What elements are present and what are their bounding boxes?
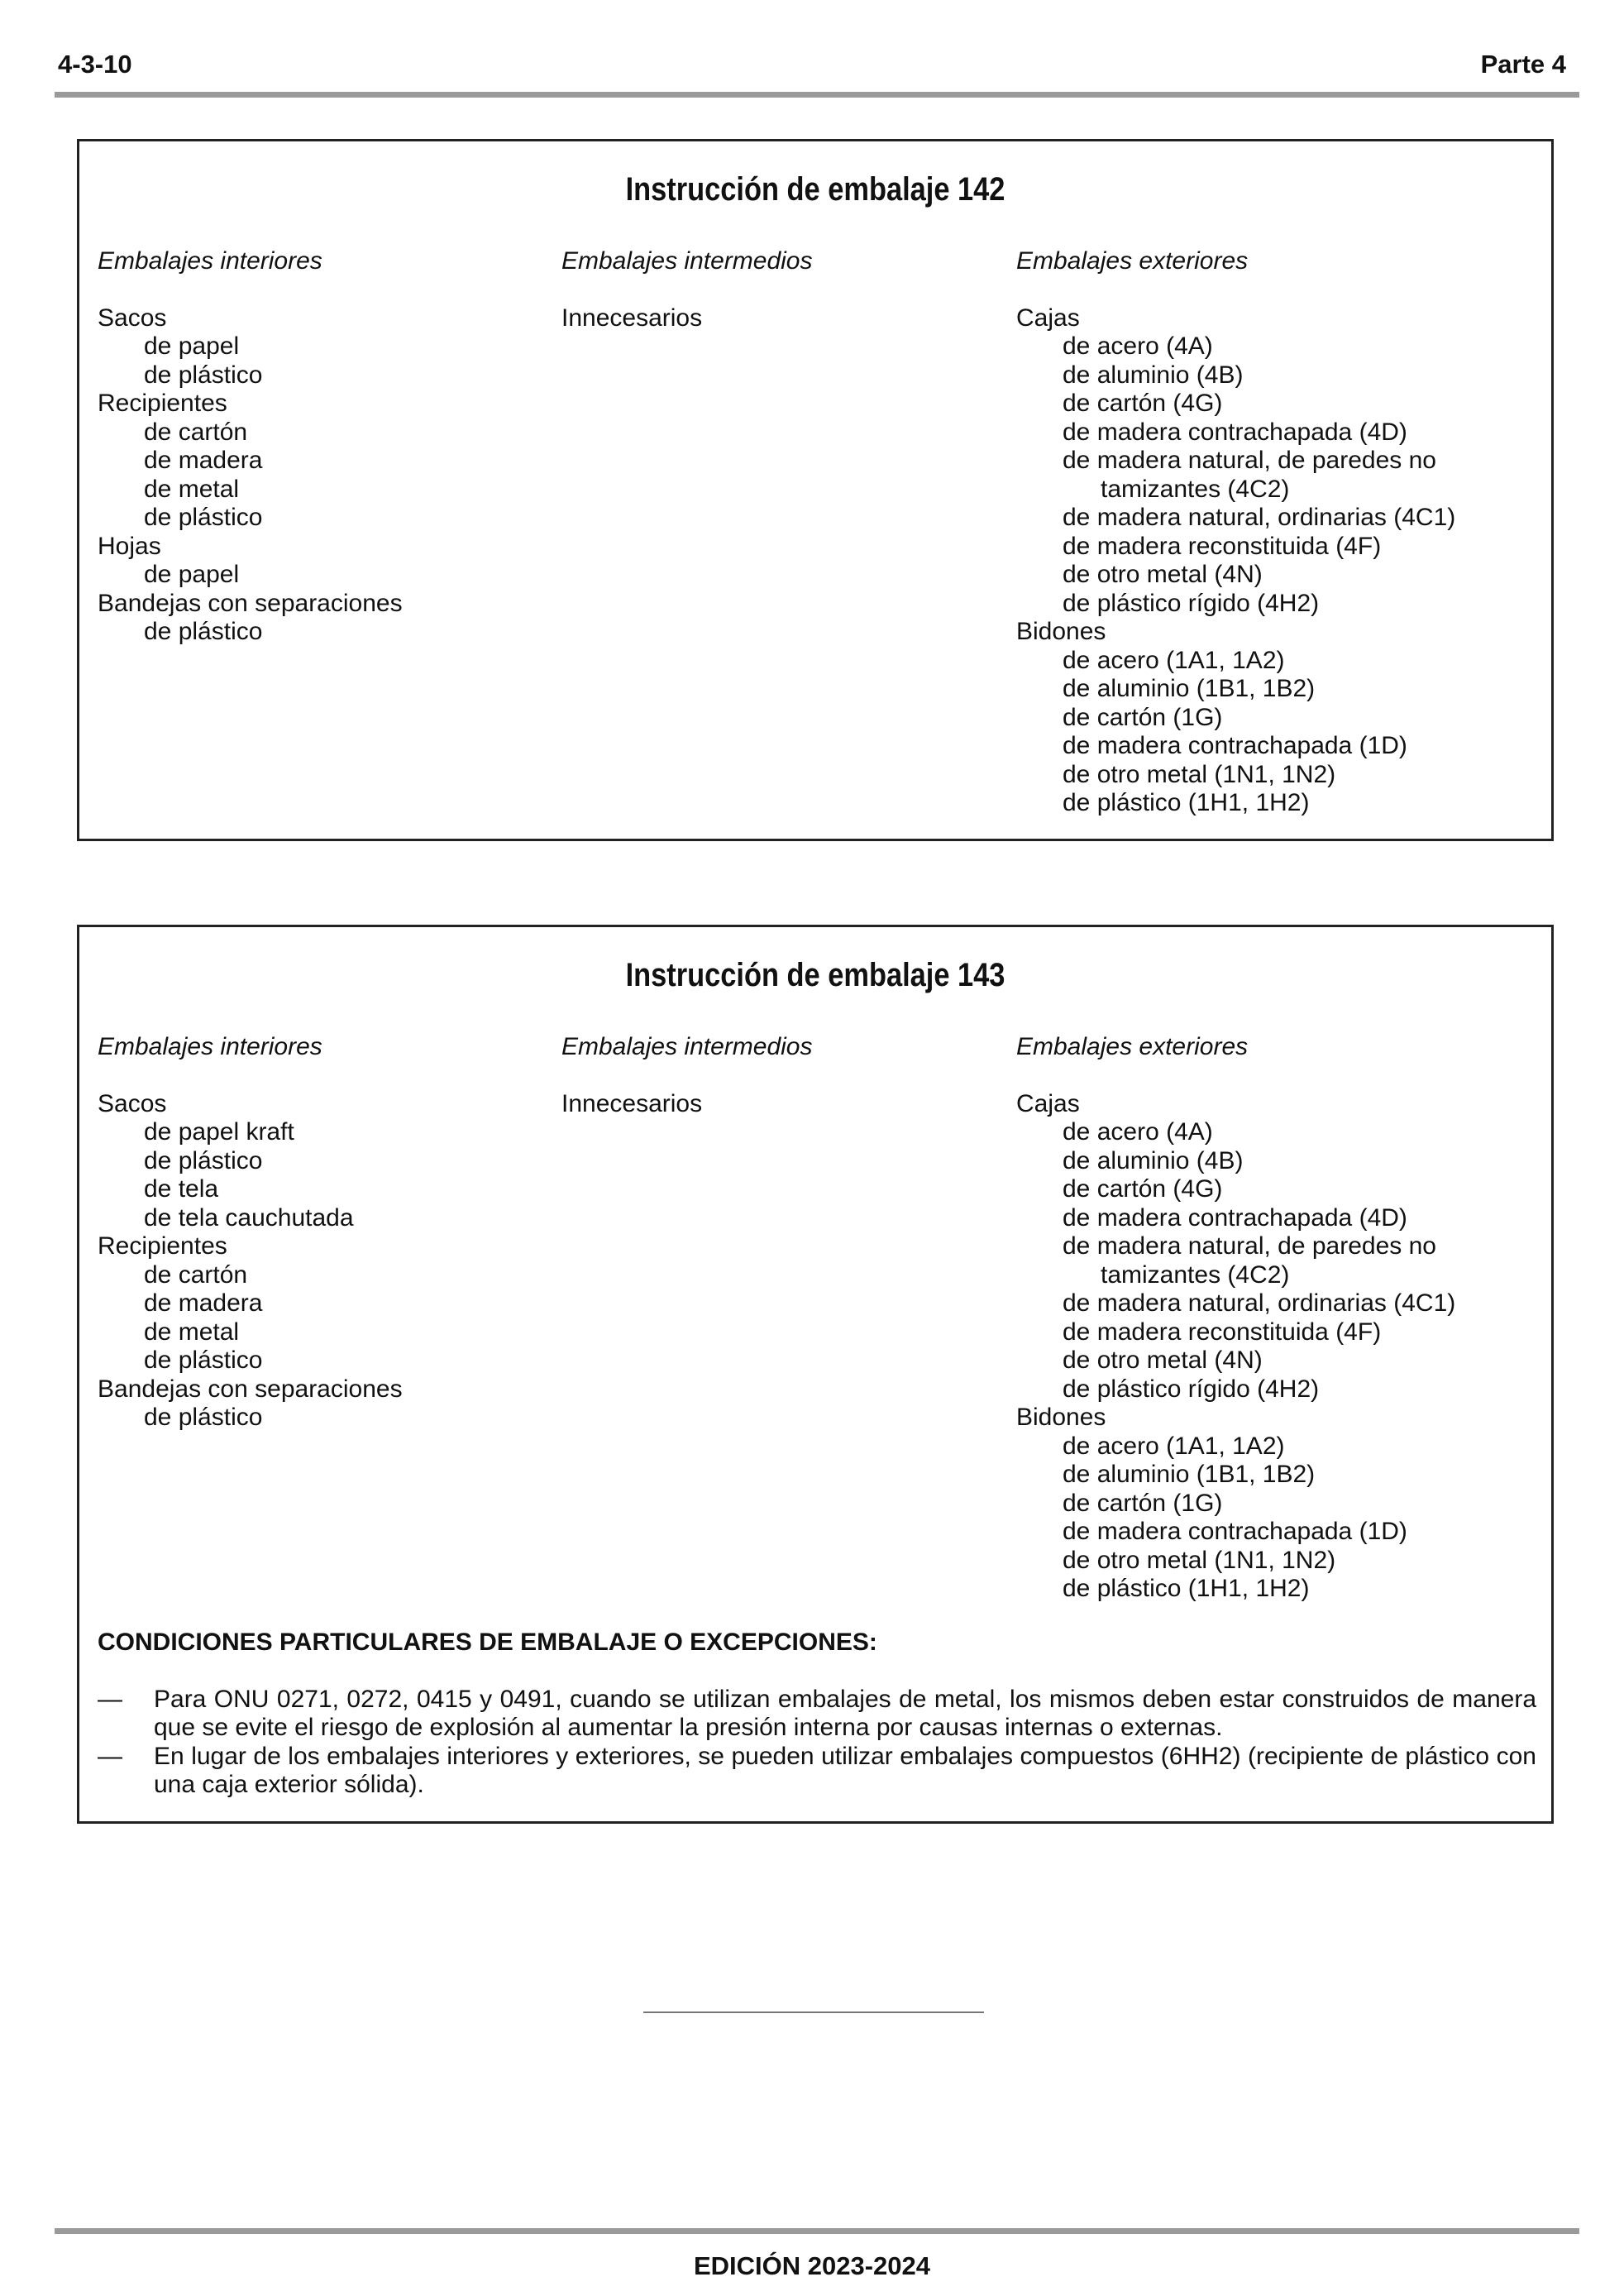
list-item: de madera natural, ordinarias (4C1) [1063, 1289, 1456, 1317]
list-item: de plástico [144, 618, 263, 645]
list-item: Recipientes [98, 390, 227, 417]
column-lines [1016, 304, 1455, 818]
instruction-title: Instrucción de embalaje 142 [625, 171, 1005, 208]
column-heading: Embalajes interiores [98, 1033, 322, 1060]
column-heading: Embalajes exteriores [1016, 247, 1249, 275]
list-item: de madera [144, 1289, 263, 1317]
list-item: de cartón [144, 418, 248, 446]
list-item: de aluminio (1B1, 1B2) [1063, 1461, 1316, 1488]
list-item: de papel kraft [144, 1118, 294, 1146]
footer-rule [55, 2228, 1579, 2234]
list-item: de tela [144, 1175, 219, 1203]
list-item: de plástico rígido (4H2) [1063, 589, 1320, 617]
list-item: Recipientes [98, 1232, 227, 1260]
inner-packagings-column [98, 1033, 403, 1433]
list-item: de cartón (4G) [1063, 1175, 1223, 1203]
list-item: de madera contrachapada (4D) [1063, 418, 1407, 446]
column-lines [561, 1090, 812, 1119]
condition-text: En lugar de los embalajes interiores y exteriores, se pueden utilizar embalajes compuestos (6HH2) (recipiente de plástico con una caja exterior sólida). [154, 1742, 1536, 1798]
list-item: de madera reconstituida (4F) [1063, 1318, 1382, 1346]
list-item: Sacos [98, 304, 167, 332]
packing-instruction-142 [77, 139, 1554, 841]
list-item: de aluminio (4B) [1063, 1146, 1244, 1174]
inner-packagings-column [98, 247, 403, 647]
list-item: de plástico [144, 1146, 263, 1174]
list-item: de plástico (1H1, 1H2) [1063, 789, 1310, 816]
column-lines [98, 304, 403, 647]
intermediate-packagings-column [561, 247, 812, 332]
list-item: de papel [144, 332, 240, 360]
list-item: de acero (4A) [1063, 1118, 1213, 1146]
list-item: de plástico [144, 1404, 263, 1431]
column-lines [1016, 1090, 1455, 1604]
list-item: de madera [144, 447, 263, 474]
list-item: Cajas [1016, 1089, 1080, 1117]
dash-bullet: — [98, 1685, 122, 1713]
edition-footer: EDICIÓN 2023-2024 [693, 2251, 931, 2280]
list-item: de plástico [144, 1347, 263, 1374]
special-conditions [98, 1629, 1536, 1800]
list-item: de papel [144, 561, 240, 588]
list-item: de acero (1A1, 1A2) [1063, 646, 1285, 674]
list-item: Cajas [1016, 304, 1080, 332]
part-label: Parte 4 [1480, 50, 1566, 79]
list-item: de otro metal (4N) [1063, 1347, 1263, 1374]
list-item: de cartón (1G) [1063, 1489, 1223, 1517]
list-item: de madera reconstituida (4F) [1063, 532, 1382, 560]
list-item: de cartón [144, 1260, 248, 1289]
list-item: de cartón (4G) [1063, 390, 1223, 417]
end-separator [643, 2011, 984, 2013]
list-item: de plástico (1H1, 1H2) [1063, 1575, 1310, 1602]
list-item: Sacos [98, 1089, 167, 1117]
list-item: Bandejas con separaciones [98, 589, 403, 617]
list-item: tamizantes (4C2) [1101, 1260, 1290, 1289]
outer-packagings-column [1016, 247, 1455, 818]
list-item: de otro metal (4N) [1063, 561, 1263, 588]
list-item: de metal [144, 1318, 240, 1346]
list-item: Bandejas con separaciones [98, 1375, 403, 1403]
list-item: de madera natural, de paredes no [1063, 1232, 1436, 1260]
list-item: de otro metal (1N1, 1N2) [1063, 760, 1336, 788]
list-item: de plástico [144, 504, 263, 531]
packing-instruction-143 [77, 925, 1554, 1824]
list-item: de plástico rígido (4H2) [1063, 1375, 1320, 1403]
condition-item [98, 1743, 1536, 1800]
list-item: de plástico [144, 361, 263, 389]
list-item: de tela cauchutada [144, 1203, 354, 1232]
list-item: de madera contrachapada (1D) [1063, 1518, 1407, 1545]
page-number: 4-3-10 [58, 50, 132, 79]
list-item: Hojas [98, 532, 161, 560]
list-item: de acero (4A) [1063, 332, 1213, 360]
list-item: de aluminio (4B) [1063, 361, 1244, 389]
list-item: Bidones [1016, 1404, 1106, 1431]
list-item: tamizantes (4C2) [1101, 475, 1290, 503]
list-item: de madera contrachapada (1D) [1063, 732, 1407, 759]
header-rule [55, 92, 1579, 98]
list-item: de cartón (1G) [1063, 703, 1223, 731]
list-item: de acero (1A1, 1A2) [1063, 1432, 1285, 1460]
condition-item [98, 1686, 1536, 1743]
column-heading: Embalajes intermedios [561, 247, 813, 275]
column-heading: Embalajes interiores [98, 247, 322, 275]
column-heading: Embalajes intermedios [561, 1033, 813, 1060]
list-item: de madera contrachapada (4D) [1063, 1203, 1407, 1232]
outer-packagings-column [1016, 1033, 1455, 1604]
conditions-heading: CONDICIONES PARTICULARES DE EMBALAJE O EXCEPCIONES: [98, 1629, 877, 1656]
column-lines [561, 304, 812, 333]
column-lines [98, 1090, 403, 1433]
instruction-title: Instrucción de embalaje 143 [625, 957, 1005, 993]
list-item: de otro metal (1N1, 1N2) [1063, 1546, 1336, 1574]
list-item: Innecesarios [561, 304, 703, 332]
list-item: de metal [144, 475, 240, 503]
list-item: Bidones [1016, 618, 1106, 645]
list-item: de aluminio (1B1, 1B2) [1063, 675, 1316, 702]
column-heading: Embalajes exteriores [1016, 1033, 1249, 1060]
list-item: Innecesarios [561, 1089, 703, 1117]
condition-text: Para ONU 0271, 0272, 0415 y 0491, cuando se utilizan embalajes de metal, los mismos deben estar construidos de manera que se evite el riesgo de explosión al aumentar la presión interna por causas internas o externas. [154, 1685, 1536, 1741]
intermediate-packagings-column [561, 1033, 812, 1118]
dash-bullet: — [98, 1742, 122, 1770]
list-item: de madera natural, ordinarias (4C1) [1063, 504, 1456, 531]
list-item: de madera natural, de paredes no [1063, 447, 1436, 474]
